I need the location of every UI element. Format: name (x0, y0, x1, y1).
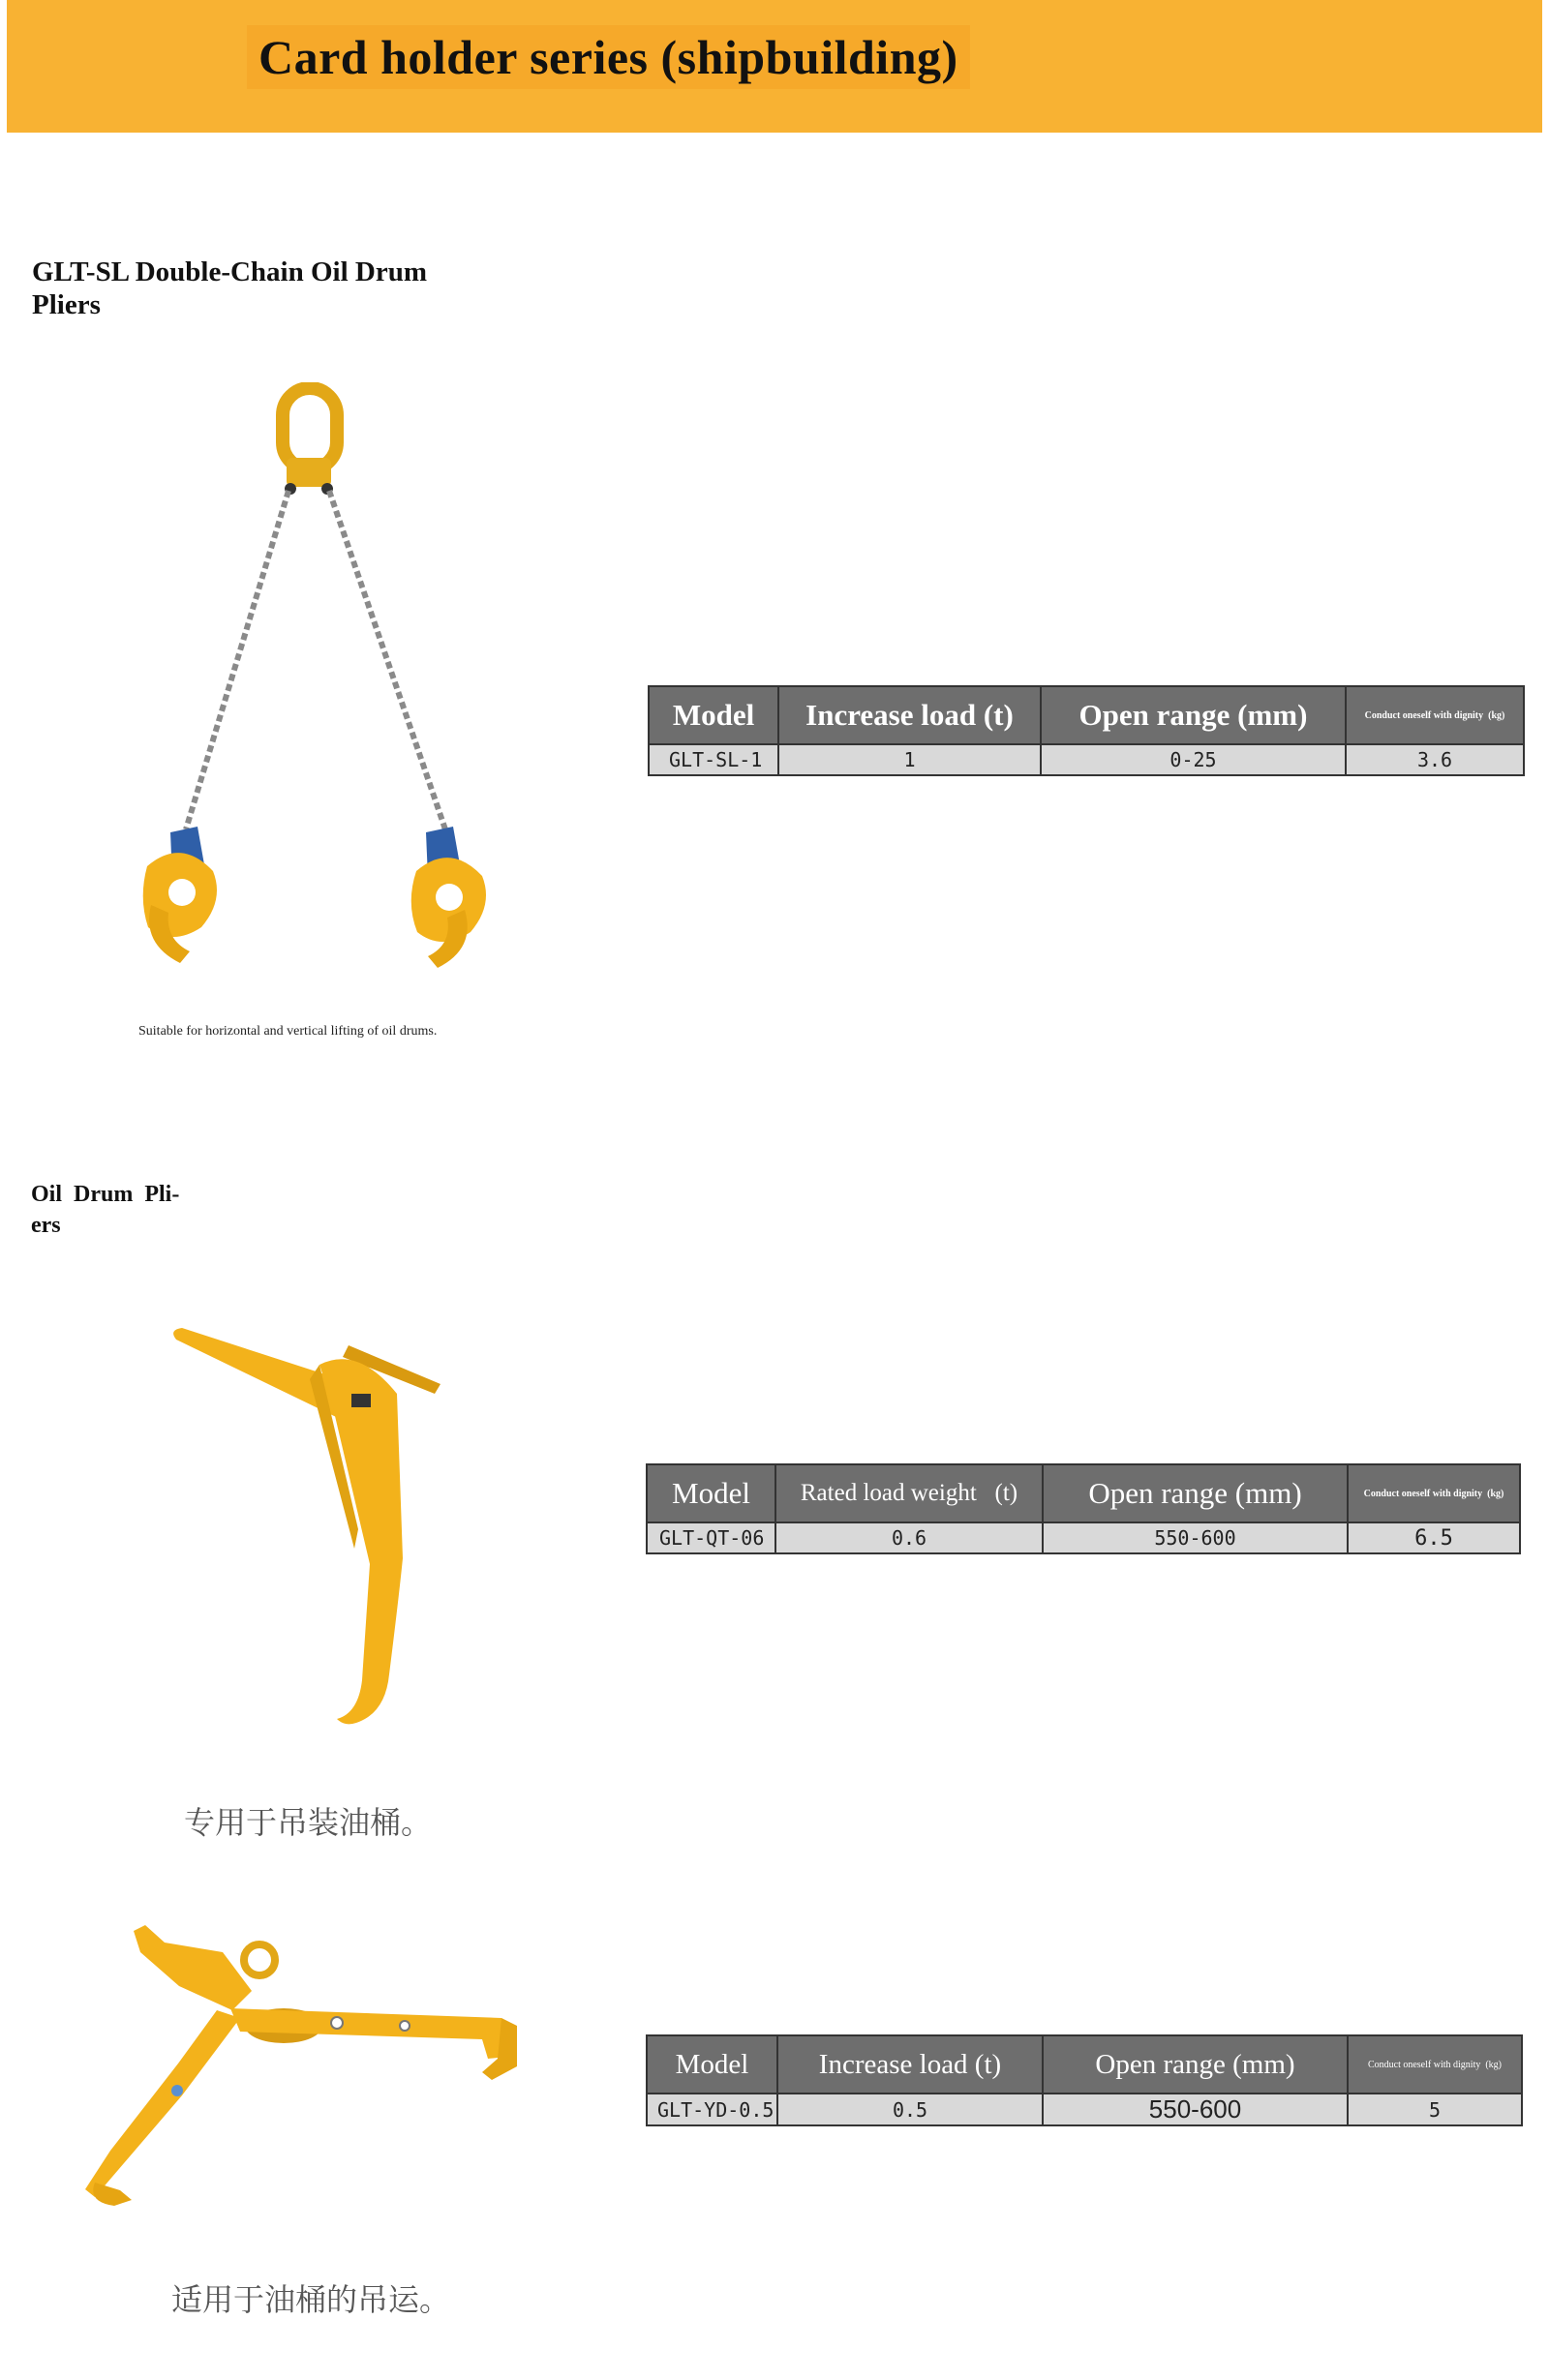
product-2-caption: 专用于吊装油桶。 (184, 1804, 433, 1841)
header-weight: Conduct oneself with dignity (kg) (1346, 686, 1524, 744)
table-row (647, 1522, 1520, 1553)
cell-open-range: 550-600 (1043, 2094, 1348, 2125)
cell-model: GLT-YD-0.5 (647, 2094, 777, 2125)
product-2-title-line2: ers (31, 1213, 61, 1238)
cell-weight: 5 (1348, 2094, 1522, 2125)
cell-model: GLT-QT-06 (647, 1522, 775, 1553)
cell-open-range: 550-600 (1043, 1522, 1348, 1553)
product-2-spec-table (646, 1463, 1521, 1554)
product-3-caption: 适用于油桶的吊运。 (171, 2281, 451, 2318)
header-model: Model (647, 2035, 777, 2094)
table-header-row (649, 686, 1524, 744)
table-row (649, 744, 1524, 775)
table-header-row (647, 2035, 1522, 2094)
product-1-caption: Suitable for horizontal and vertical lifting of oil drums. (138, 1024, 438, 1039)
product-1-title-line2: Pliers (32, 289, 101, 320)
header-weight: Conduct oneself with dignity (kg) (1348, 1464, 1520, 1522)
three-claw-drum-clamp-icon (85, 1921, 550, 2212)
table-header-row (647, 1464, 1520, 1522)
cell-model: GLT-SL-1 (649, 744, 778, 775)
header-open-range: Open range (mm) (1043, 1464, 1348, 1522)
header-load: Increase load (t) (777, 2035, 1043, 2094)
header-load: Rated load weight (t) (775, 1464, 1043, 1522)
cell-weight: 6.5 (1348, 1522, 1520, 1553)
page-title: Card holder series (shipbuilding) (247, 25, 970, 89)
product-1-title-line1: GLT-SL Double-Chain Oil Drum (32, 256, 428, 287)
header-model: Model (649, 686, 778, 744)
cell-weight: 3.6 (1346, 744, 1524, 775)
cell-load: 0.6 (775, 1522, 1043, 1553)
product-1-spec-table (648, 685, 1525, 776)
header-open-range: Open range (mm) (1041, 686, 1346, 744)
double-chain-drum-clamp-icon (126, 382, 494, 982)
header-model: Model (647, 1464, 775, 1522)
drum-lifting-hook-icon (165, 1326, 455, 1742)
header-load: Increase load (t) (778, 686, 1041, 744)
header-open-range: Open range (mm) (1043, 2035, 1348, 2094)
cell-open-range: 0-25 (1041, 744, 1346, 775)
header-banner (7, 0, 1542, 133)
header-weight: Conduct oneself with dignity (kg) (1348, 2035, 1522, 2094)
cell-load: 1 (778, 744, 1041, 775)
product-2-title (31, 1179, 179, 1241)
product-3-spec-table (646, 2034, 1523, 2126)
table-row (647, 2094, 1522, 2125)
cell-load: 0.5 (777, 2094, 1043, 2125)
product-1-title (32, 256, 427, 321)
product-2-title-line1: Oil Drum Pli- (31, 1182, 180, 1207)
